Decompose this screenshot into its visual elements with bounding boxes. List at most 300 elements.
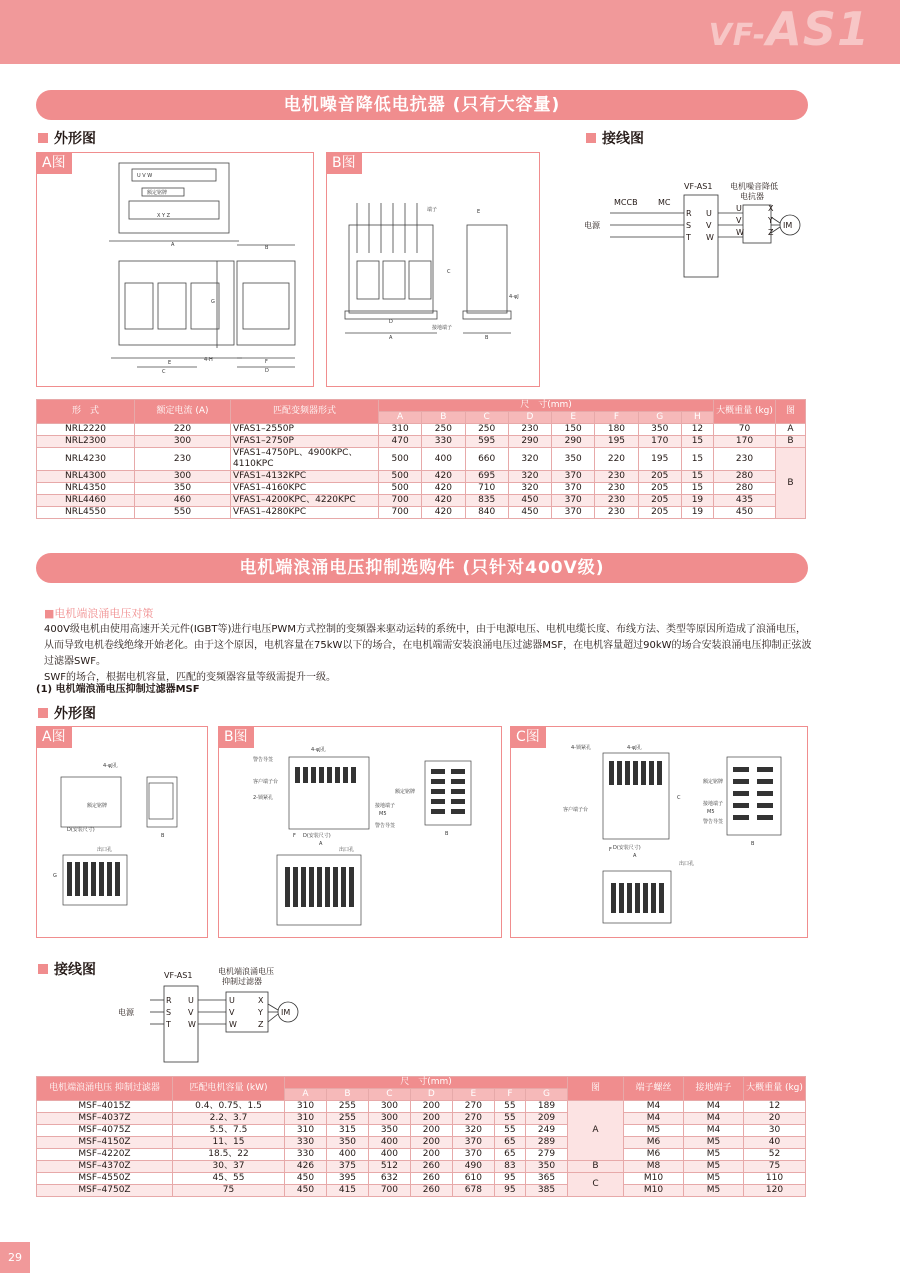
table-row: [37, 1149, 806, 1161]
dim-cell: 450: [508, 507, 551, 519]
section2-title: 电机端浪涌电压抑制选购件 (只针对400V级): [36, 553, 808, 583]
svg-text:W: W: [736, 228, 744, 237]
dim-cell: 260: [410, 1161, 452, 1173]
weight-cell: 280: [714, 471, 776, 483]
dim-cell: 315: [326, 1125, 368, 1137]
dim-cell: 200: [410, 1125, 452, 1137]
figure-cell: C: [568, 1173, 624, 1197]
svg-text:Y: Y: [768, 216, 773, 225]
model-cell: MSF–4550Z: [37, 1173, 173, 1185]
svg-text:W: W: [188, 1020, 196, 1029]
dim-cell: 370: [552, 483, 595, 495]
figure-panel-b: [326, 152, 540, 387]
model-cell: NRL4460: [37, 495, 135, 507]
model-cell: NRL2300: [37, 436, 135, 448]
table-row: [37, 471, 806, 483]
current-cell: 230: [135, 448, 231, 471]
ground-cell: M4: [684, 1101, 744, 1113]
svg-text:接地端子: 接地端子: [375, 803, 396, 809]
svg-text:X: X: [768, 204, 774, 213]
svg-text:D(安装尺寸): D(安装尺寸): [303, 833, 331, 839]
svg-text:B: B: [485, 335, 489, 341]
current-cell: 300: [135, 436, 231, 448]
table-row: [37, 483, 806, 495]
svg-text:A: A: [389, 335, 393, 341]
figure-cell: B: [776, 436, 806, 448]
dim-cell: 55: [494, 1101, 525, 1113]
page-number: 29: [0, 1242, 30, 1273]
dim-cell: 250: [465, 424, 508, 436]
svg-text:客户端子台: 客户端子台: [563, 807, 589, 813]
dim-cell: 470: [379, 436, 422, 448]
svg-text:电机端浪涌电压: 电机端浪涌电压: [218, 967, 274, 976]
weight-cell: 450: [714, 507, 776, 519]
dim-cell: 255: [326, 1101, 368, 1113]
dim-cell: 260: [410, 1173, 452, 1185]
label-plate-text: 额定铭牌: [147, 190, 168, 196]
screw-cell: M10: [624, 1185, 684, 1197]
table-row: [37, 1101, 806, 1113]
msf-b-drawing: [219, 727, 503, 939]
figure-panel-a: [36, 152, 314, 387]
dim-cell: 200: [410, 1101, 452, 1113]
dim-cell: 595: [465, 436, 508, 448]
dim-cell: 420: [422, 495, 465, 507]
dim-cell: 370: [452, 1137, 494, 1149]
dim-cell: 426: [285, 1161, 327, 1173]
svg-text:电抗器: 电抗器: [740, 192, 764, 201]
model-cell: NRL4300: [37, 471, 135, 483]
svg-text:4-φJ孔: 4-φJ孔: [103, 763, 118, 769]
msf-motor-label: IM: [281, 1008, 291, 1017]
dim-cell: 15: [681, 483, 713, 495]
figure-b-tag: B图: [326, 152, 362, 174]
svg-text:T: T: [166, 1020, 171, 1029]
model-cell: MSF–4220Z: [37, 1149, 173, 1161]
model-cell: MSF–4075Z: [37, 1125, 173, 1137]
surge-subtitle: ■电机端浪涌电压对策: [44, 607, 154, 620]
dim-cell: 250: [422, 424, 465, 436]
svg-text:C: C: [447, 269, 451, 275]
dim-cell: 230: [508, 424, 551, 436]
table-row: [37, 507, 806, 519]
table-row: [37, 436, 806, 448]
dim-col-header: B: [422, 412, 465, 424]
kw-cell: 0.4、0.75、1.5: [173, 1101, 285, 1113]
model-cell: MSF–4370Z: [37, 1161, 173, 1173]
dim-cell: 835: [465, 495, 508, 507]
svg-text:U: U: [736, 204, 742, 213]
mc-label: MC: [658, 198, 671, 207]
dim-cell: 700: [379, 495, 422, 507]
msf-figure-panel-b: [218, 726, 502, 938]
dim-cell: 255: [326, 1113, 368, 1125]
dim-cell: 370: [552, 495, 595, 507]
weight-cell: 435: [714, 495, 776, 507]
svg-text:G: G: [53, 873, 57, 879]
svg-text:W: W: [706, 233, 714, 242]
svg-text:D(安装尺寸): D(安装尺寸): [613, 845, 641, 851]
inverter-label: VF-AS1: [684, 182, 713, 191]
ground-cell: M5: [684, 1137, 744, 1149]
svg-text:V: V: [736, 216, 742, 225]
dim-cell: 350: [552, 448, 595, 471]
table-row: [37, 1173, 806, 1185]
model-cell: MSF–4015Z: [37, 1101, 173, 1113]
svg-text:警告导签: 警告导签: [375, 823, 396, 829]
svg-text:R: R: [686, 209, 692, 218]
svg-text:A: A: [319, 841, 323, 847]
dim-cell: 840: [465, 507, 508, 519]
model-cell: MSF–4150Z: [37, 1137, 173, 1149]
dim-cell: 230: [595, 495, 638, 507]
dim-cell: 15: [681, 471, 713, 483]
dim-cell: 209: [525, 1113, 567, 1125]
svg-text:客户端子台: 客户端子台: [253, 779, 279, 785]
section1-title: 电机噪音降低电抗器 (只有大容量): [36, 90, 808, 120]
svg-text:2-锁紧孔: 2-锁紧孔: [253, 795, 273, 801]
svg-text:B: B: [751, 841, 755, 847]
ground-cell: M5: [684, 1161, 744, 1173]
svg-text:B: B: [161, 833, 165, 839]
dim-cell: 15: [681, 448, 713, 471]
dim-cell: 350: [525, 1161, 567, 1173]
weight-cell: 75: [744, 1161, 806, 1173]
svg-text:A: A: [633, 853, 637, 859]
dim-cell: 500: [379, 471, 422, 483]
svg-text:警告导签: 警告导签: [703, 819, 724, 825]
inverter-cell: VFAS1–2550P: [231, 424, 379, 436]
dim-col-header: G: [638, 412, 681, 424]
svg-text:接地端子: 接地端子: [703, 801, 724, 807]
svg-text:U: U: [188, 996, 194, 1005]
dim-cell: 370: [452, 1149, 494, 1161]
screw-cell: M5: [624, 1125, 684, 1137]
dim-cell: 632: [368, 1173, 410, 1185]
dim-cell: 260: [410, 1185, 452, 1197]
table-row: [37, 1137, 806, 1149]
svg-text:U: U: [706, 209, 712, 218]
svg-text:额定铭牌: 额定铭牌: [87, 803, 108, 809]
dim-cell: 400: [368, 1149, 410, 1161]
dim-cell: 55: [494, 1125, 525, 1137]
dim-col-header: F: [494, 1089, 525, 1101]
table-row: [37, 448, 806, 471]
dim-cell: 385: [525, 1185, 567, 1197]
svg-text:4-锁紧孔: 4-锁紧孔: [571, 745, 591, 751]
dim-cell: 700: [379, 507, 422, 519]
current-cell: 460: [135, 495, 231, 507]
weight-cell: 30: [744, 1125, 806, 1137]
msf-wiring-diagram: [116, 966, 316, 1066]
ground-cell: M5: [684, 1185, 744, 1197]
dim-cell: 65: [494, 1137, 525, 1149]
dim-col-header: E: [552, 412, 595, 424]
dim-cell: 205: [638, 483, 681, 495]
svg-text:Z: Z: [768, 228, 774, 237]
weight-cell: 230: [714, 448, 776, 471]
msf-item-heading: (1) 电机端浪涌电压抑制过滤器MSF: [36, 684, 200, 695]
dim-col-header: A: [285, 1089, 327, 1101]
dim-cell: 83: [494, 1161, 525, 1173]
dim-cell: 695: [465, 471, 508, 483]
weight-cell: 40: [744, 1137, 806, 1149]
svg-text:U V W: U V W: [137, 173, 153, 179]
dim-col-header: G: [525, 1089, 567, 1101]
svg-text:出口孔: 出口孔: [679, 861, 695, 867]
svg-text:C: C: [677, 795, 681, 801]
kw-cell: 11、15: [173, 1137, 285, 1149]
dim-col-header: D: [508, 412, 551, 424]
motor-label: IM: [783, 221, 793, 230]
dim-cell: 230: [595, 507, 638, 519]
weight-cell: 12: [744, 1101, 806, 1113]
dim-cell: 230: [595, 483, 638, 495]
msf-figure-a-tag: A图: [36, 726, 72, 748]
dim-col-header: D: [410, 1089, 452, 1101]
dim-cell: 19: [681, 507, 713, 519]
section2-wiring-heading: 接线图: [38, 959, 96, 979]
dim-cell: 400: [422, 448, 465, 471]
terminal-note: 端子: [427, 207, 438, 213]
dim-cell: 710: [465, 483, 508, 495]
kw-cell: 5.5、7.5: [173, 1125, 285, 1137]
dim-col-header: E: [452, 1089, 494, 1101]
dim-cell: 512: [368, 1161, 410, 1173]
svg-text:C: C: [162, 369, 166, 375]
dim-cell: 200: [410, 1113, 452, 1125]
dim-cell: 290: [552, 436, 595, 448]
reactor-b-drawing: [327, 153, 541, 388]
weight-cell: 70: [714, 424, 776, 436]
model-cell: NRL4230: [37, 448, 135, 471]
dim-cell: 290: [508, 436, 551, 448]
dim-cell: 500: [379, 448, 422, 471]
dim-cell: 375: [326, 1161, 368, 1173]
dim-cell: 400: [368, 1137, 410, 1149]
svg-text:Z: Z: [258, 1020, 264, 1029]
svg-text:M5: M5: [379, 811, 387, 817]
dim-cell: 320: [508, 448, 551, 471]
inverter-cell: VFAS1–4160KPC: [231, 483, 379, 495]
dim-cell: 450: [508, 495, 551, 507]
model-cell: NRL4550: [37, 507, 135, 519]
dim-cell: 310: [379, 424, 422, 436]
current-cell: 220: [135, 424, 231, 436]
dim-cell: 205: [638, 507, 681, 519]
dim-cell: 415: [326, 1185, 368, 1197]
dim-cell: 610: [452, 1173, 494, 1185]
model-cell: NRL4350: [37, 483, 135, 495]
section2-outline-heading: 外形图: [38, 703, 96, 723]
table-row: [37, 1185, 806, 1197]
current-cell: 350: [135, 483, 231, 495]
dim-cell: 320: [452, 1125, 494, 1137]
kw-cell: 75: [173, 1185, 285, 1197]
dim-cell: 395: [326, 1173, 368, 1185]
dim-col-header: H: [681, 412, 713, 424]
svg-text:R: R: [166, 996, 172, 1005]
dim-cell: 300: [368, 1101, 410, 1113]
ground-cell: M5: [684, 1149, 744, 1161]
table-row: [37, 424, 806, 436]
model-cell: MSF–4037Z: [37, 1113, 173, 1125]
dim-cell: 180: [595, 424, 638, 436]
svg-text:B: B: [265, 245, 269, 251]
dim-cell: 200: [410, 1137, 452, 1149]
reactor-spec-table: 形 式 额定电流 (A) 匹配变频器形式 尺 寸(mm) 大概重量 (kg) 图 A B C D E F G H NRL2220 220 VFAS1–2550P 310 250 250 230 150 180 350 12 70 A NRL2300 300 VFAS1–2750P 470 330 595 290 290 195 170 15 170 B NRL4230 230 VFAS1–4750PL、4900KPC、 4110KPC 500 400 660 320 350 220 195 15 230 B NRL4300 300 VFAS1–4132KPC 500 420 695 320 370 230 205 15 280 NRL4350 350 VFAS1–4160KPC 500 420 710 320 370 230 205 15 280 NRL4460 460 VFAS1–4200KPC、4220KPC 700 420 835 450 370 230 205 19 435 NRL4550 550 VFAS1–4280KPC 700 420 840 450 370 230 205 19 450: [36, 399, 806, 519]
dim-cell: 200: [410, 1149, 452, 1161]
msf-c-drawing: [511, 727, 809, 939]
dim-cell: 660: [465, 448, 508, 471]
svg-text:V: V: [188, 1008, 194, 1017]
current-cell: 300: [135, 471, 231, 483]
dim-cell: 289: [525, 1137, 567, 1149]
dim-cell: 189: [525, 1101, 567, 1113]
dim-cell: 500: [379, 483, 422, 495]
dim-cell: 450: [285, 1185, 327, 1197]
reactor-a-drawing: [37, 153, 315, 388]
dim-cell: 95: [494, 1173, 525, 1185]
svg-text:X: X: [258, 996, 264, 1005]
screw-cell: M6: [624, 1149, 684, 1161]
model-cell: NRL2220: [37, 424, 135, 436]
dim-cell: 420: [422, 471, 465, 483]
svg-text:D: D: [389, 319, 393, 325]
brand-logo: VF-AS1: [708, 2, 870, 56]
svg-text:U: U: [229, 996, 235, 1005]
svg-text:E: E: [168, 360, 172, 366]
dim-cell: 310: [285, 1113, 327, 1125]
dim-cell: 205: [638, 495, 681, 507]
svg-text:B: B: [445, 831, 449, 837]
svg-text:M5: M5: [707, 809, 715, 815]
svg-text:警告导签: 警告导签: [253, 757, 274, 763]
svg-text:S: S: [686, 221, 692, 230]
msf-figure-panel-c: [510, 726, 808, 938]
dim-col-header: C: [368, 1089, 410, 1101]
dim-cell: 220: [595, 448, 638, 471]
svg-text:出口孔: 出口孔: [97, 847, 113, 853]
kw-cell: 18.5、22: [173, 1149, 285, 1161]
dim-cell: 310: [285, 1125, 327, 1137]
svg-text:S: S: [166, 1008, 172, 1017]
section1-wiring-heading: 接线图: [586, 128, 644, 148]
svg-text:出口孔: 出口孔: [339, 847, 355, 853]
svg-text:4-H: 4-H: [204, 357, 213, 363]
dim-cell: 370: [552, 507, 595, 519]
dim-cell: 19: [681, 495, 713, 507]
dim-cell: 365: [525, 1173, 567, 1185]
dim-cell: 490: [452, 1161, 494, 1173]
svg-text:4-φJ孔: 4-φJ孔: [627, 745, 642, 751]
msf-spec-table: 电机端浪涌电压 抑制过滤器 匹配电机容量 (kW) 尺 寸(mm) 图 端子螺丝 接地端子 大概重量 (kg) A B C D E F G MSF–4015Z 0.4、0.75、1.5 310 255 300 200 270 55 189 A M4 M4 12 MSF–4037Z 2.2、3.7 310 255 300 200 270 55 209 M4 M4 20 MSF–4075Z 5.5、7.5 310 315 350 200 320 55 249 M5 M4 30 MSF–4150Z 11、15 330 350 400 200 370 65 289 M6 M5 40 MSF–4220Z 18.5、22 330 400 400 200 370 65 279 M6 M5 52 MSF–4370Z 30、37 426 375 512 260 490 83 350 B M8 M5 75 MSF–4550Z 45、55 450 395 632 260 610 95 365 C M10 M5 110 MSF–4750Z 75 450 415 700 260 678 95 385 M10 M5 120: [36, 1076, 806, 1197]
kw-cell: 30、37: [173, 1161, 285, 1173]
dim-cell: 279: [525, 1149, 567, 1161]
dim-cell: 678: [452, 1185, 494, 1197]
msf-figure-b-tag: B图: [218, 726, 254, 748]
dim-cell: 15: [681, 436, 713, 448]
dim-cell: 320: [508, 483, 551, 495]
reactor-wiring-diagram: [580, 175, 810, 285]
figure-cell: B: [568, 1161, 624, 1173]
dim-cell: 270: [452, 1113, 494, 1125]
figure-a-tag: A图: [36, 152, 72, 174]
svg-text:T: T: [686, 233, 691, 242]
dim-cell: 150: [552, 424, 595, 436]
msf-a-drawing: [37, 727, 209, 939]
dim-cell: 350: [326, 1137, 368, 1149]
dim-cell: 230: [595, 471, 638, 483]
svg-text:额定铭牌: 额定铭牌: [703, 779, 724, 785]
inverter-cell: VFAS1–4200KPC、4220KPC: [231, 495, 379, 507]
dim-cell: 420: [422, 483, 465, 495]
power-label: 电源: [584, 221, 600, 230]
weight-cell: 120: [744, 1185, 806, 1197]
screw-cell: M4: [624, 1113, 684, 1125]
kw-cell: 2.2、3.7: [173, 1113, 285, 1125]
dim-cell: 330: [422, 436, 465, 448]
svg-text:X Y Z: X Y Z: [157, 213, 171, 219]
msf-inverter-label: VF-AS1: [164, 971, 193, 980]
ground-cell: M4: [684, 1125, 744, 1137]
dim-col-header: F: [595, 412, 638, 424]
ground-cell: M4: [684, 1113, 744, 1125]
msf-figure-panel-a: [36, 726, 208, 938]
svg-text:额定铭牌: 额定铭牌: [395, 789, 416, 795]
dim-cell: 249: [525, 1125, 567, 1137]
ground-cell: M5: [684, 1173, 744, 1185]
dim-cell: 270: [452, 1101, 494, 1113]
table-row: [37, 1125, 806, 1137]
screw-cell: M10: [624, 1173, 684, 1185]
svg-text:D(安装尺寸): D(安装尺寸): [67, 827, 95, 833]
model-cell: MSF–4750Z: [37, 1185, 173, 1197]
svg-text:4-φJ孔: 4-φJ孔: [311, 747, 326, 753]
svg-text:F: F: [293, 833, 296, 839]
weight-cell: 20: [744, 1113, 806, 1125]
figure-cell: A: [776, 424, 806, 436]
dim-cell: 310: [285, 1101, 327, 1113]
dim-cell: 320: [508, 471, 551, 483]
dim-cell: 350: [638, 424, 681, 436]
ground-terminal-note: 接地端子: [432, 325, 453, 331]
dim-cell: 420: [422, 507, 465, 519]
dim-cell: 300: [368, 1113, 410, 1125]
surge-paragraph-2: SWF的场合，根据电机容量，匹配的变频器容量等级需提升一级。: [44, 672, 336, 683]
figure-cell: B: [776, 448, 806, 519]
screw-cell: M4: [624, 1101, 684, 1113]
dim-col-header: C: [465, 412, 508, 424]
mccb-label: MCCB: [614, 198, 638, 207]
table-row: [37, 1161, 806, 1173]
screw-cell: M6: [624, 1137, 684, 1149]
svg-text:E: E: [477, 209, 481, 215]
svg-text:D: D: [265, 368, 269, 374]
svg-text:电机噪音降低: 电机噪音降低: [730, 182, 778, 191]
dim-cell: 350: [368, 1125, 410, 1137]
dim-cell: 195: [638, 448, 681, 471]
table-row: [37, 495, 806, 507]
dim-cell: 195: [595, 436, 638, 448]
hole-note: 4-φJ: [509, 294, 519, 300]
dim-cell: 170: [638, 436, 681, 448]
dim-cell: 700: [368, 1185, 410, 1197]
svg-text:W: W: [229, 1020, 237, 1029]
dim-cell: 65: [494, 1149, 525, 1161]
section1-outline-heading: 外形图: [38, 128, 96, 148]
svg-text:V: V: [706, 221, 712, 230]
